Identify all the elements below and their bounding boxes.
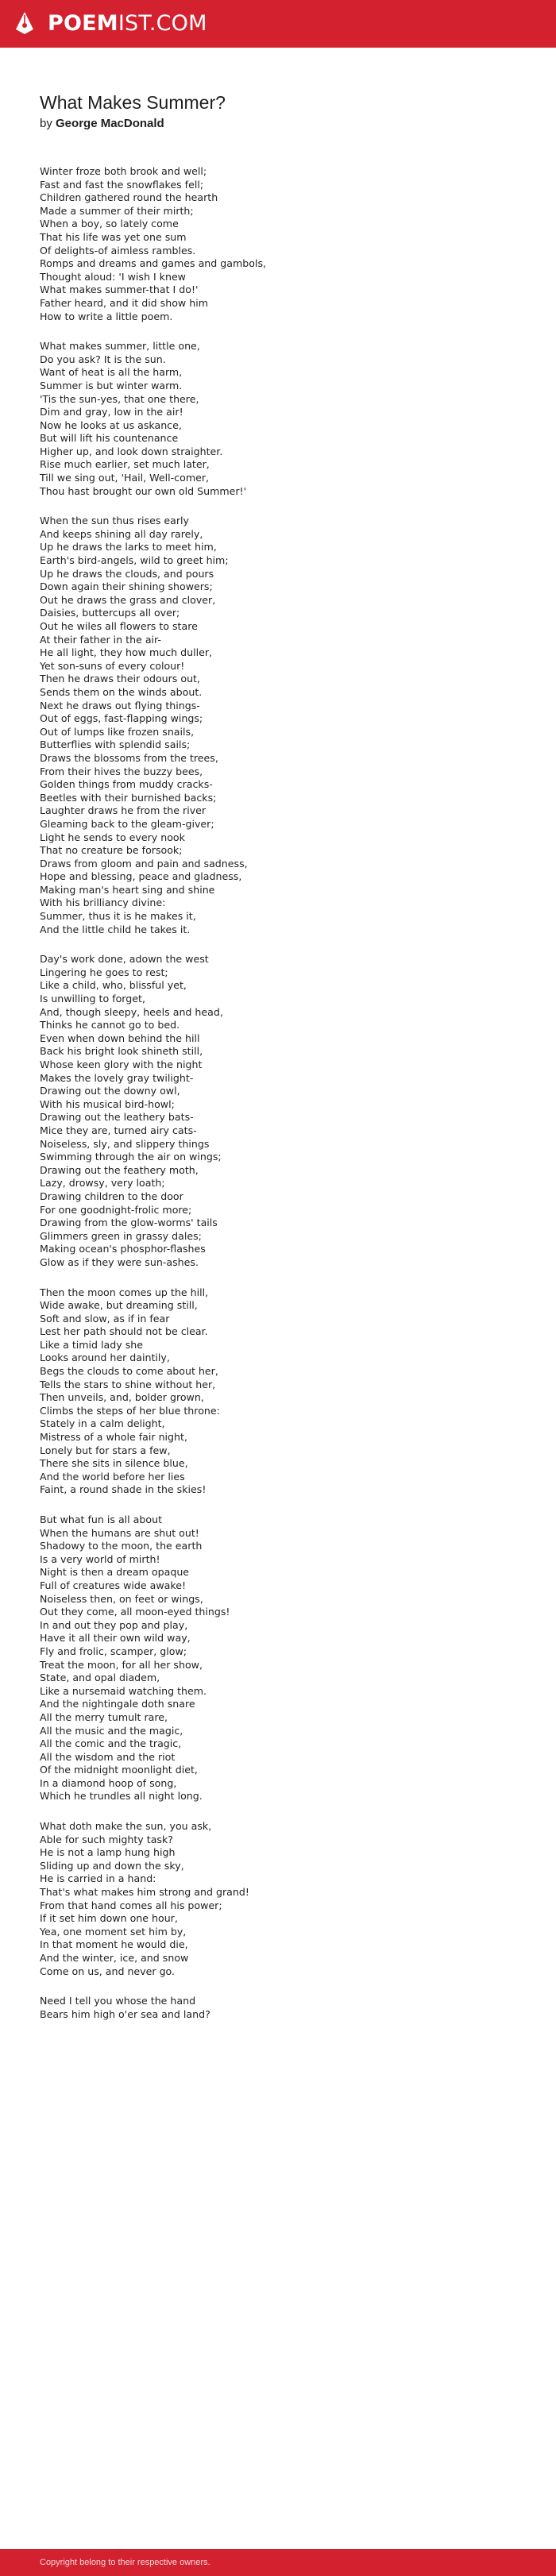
poem-line: And the little child he takes it. [40,923,191,935]
poem-line: Of the midnight moonlight diet, [40,1764,198,1776]
poem-line: Father heard, and it did show him [40,296,208,309]
poem-line: In and out they pop and play, [40,1618,188,1631]
poem-line: Come on us, and never go. [40,1965,176,1977]
poem-line: Mice they are, turned airy cats- [40,1124,197,1136]
poem-line: Stately in a calm delight, [40,1417,165,1430]
poem-line: Drawing children to the door [40,1190,183,1202]
poem-line: From their hives the buzzy bees, [40,765,203,777]
poem-line: Noiseless then, on feet or wings, [40,1592,203,1605]
poem-line: Shadowy to the moon, the earth [40,1540,203,1552]
poem-line: Thought aloud: 'I wish I knew [40,270,186,283]
poem-line: Which he trundles all night long. [40,1790,203,1803]
poem-line: 'Tis the sun-yes, that one there, [40,392,199,405]
poem-line: But what fun is all about [40,1514,163,1525]
poem-line: Daisies, buttercups all over; [40,607,180,619]
poem-line: He is not a lamp hung high [40,1846,176,1859]
poem-line: Made a summer of their mirth; [40,204,194,217]
poem-line: Glow as if they were sun-ashes. [40,1255,199,1268]
poem-line: Swimming through the air on wings; [40,1151,222,1163]
poem-line: That his life was yet one sum [40,230,187,243]
poem-line: Beetles with their burnished backs; [40,791,217,804]
poem-line: And the world before her lies [40,1470,185,1483]
poem-line: Thinks he cannot go to bed. [40,1019,180,1032]
poem-line: Draws from gloom and pain and sadness, [40,857,248,870]
poem-line: Drawing out the leathery bats- [40,1111,194,1124]
poem-line: All the comic and the tragic, [40,1737,182,1750]
poem-line: Night is then a dream opaque [40,1566,190,1579]
poem-line: If it set him down one hour, [40,1912,178,1925]
author-name: George MacDonald [56,117,164,130]
poem-line: Up he draws the larks to meet him, [40,541,217,553]
stanza [40,1286,516,1498]
poem-line: Wide awake, but dreaming still, [40,1299,198,1312]
poem-line: Climbs the steps of her blue throne: [40,1404,220,1417]
poem-line: Out he draws the grass and clover, [40,593,216,606]
poem-line: Children gathered round the hearth [40,191,218,204]
poem-line: Summer is but winter warm. [40,379,183,391]
poem-line: Out they come, all moon-eyed things! [40,1606,230,1618]
poem-line: Draws the blossoms from the trees, [40,751,218,764]
stanza [40,165,516,323]
poem-line: Looks around her daintily, [40,1352,170,1364]
poem-line: Butterflies with splendid sails; [40,738,191,751]
poem-line: Makes the lovely gray twilight- [40,1071,194,1084]
poem-line: And the winter, ice, and snow [40,1952,189,1964]
poem-line: In a diamond hoop of song, [40,1776,177,1789]
poem-line: With his musical bird-howl; [40,1097,175,1110]
poem-line: Rise much earlier, set much later, [40,458,210,471]
site-footer [0,2549,556,2576]
poem-line: From that hand comes all his power; [40,1899,222,1911]
poem-line: Do you ask? It is the sun. [40,353,166,365]
poem-line: When the humans are shut out! [40,1526,199,1539]
poem-line: Need I tell you whose the hand [40,1995,196,2007]
poem-line: Romps and dreams and games and gambols, [40,257,267,270]
poem-line: Drawing out the downy owl, [40,1085,180,1097]
poem-line: Light he sends to every nook [40,831,185,843]
poem-line: Even when down behind the hill [40,1032,200,1044]
poem-line: Summer, thus it is he makes it, [40,910,196,923]
poem-line: Laughter draws he from the river [40,804,207,817]
poem-line: Out of eggs, fast-flapping wings; [40,712,203,725]
poem-line: Next he draws out flying things- [40,699,200,711]
poem-line: Up he draws the clouds, and pours [40,567,214,580]
poem-line: State, and opal diadem, [40,1672,160,1684]
poem-line: But will lift his countenance [40,432,179,445]
poem-line: Making man's heart sing and shine [40,883,215,896]
poem-line: Till we sing out, 'Hail, Well-comer, [40,472,210,484]
stanza [40,515,516,936]
poem-line: When a boy, so lately come [40,218,179,230]
poem-line: Winter froze both brook and well; [40,165,207,177]
stanza [40,1820,516,1978]
poem-line: Thou hast brought our own old Summer!' [40,484,247,497]
byline [40,116,516,132]
site-header [0,0,556,48]
poem-line: Like a timid lady she [40,1338,143,1351]
logo-light-text: IST.COM [118,11,207,36]
stanza [40,953,516,1269]
poem-line: Want of heat is all the harm, [40,366,183,379]
poem-title: What Makes Summer? [40,92,226,113]
poem-line: Golden things from muddy cracks- [40,778,213,791]
poem-line: Bears him high o'er sea and land? [40,2007,210,2020]
poem-line: He all light, they how much duller, [40,646,213,659]
stanza [40,340,516,498]
poem-body [40,165,516,2021]
poem-line: Out of lumps like frozen snails, [40,725,195,738]
poem-line: Fly and frolic, scamper, glow; [40,1645,187,1657]
poem-line: Like a child, who, blissful yet, [40,979,187,992]
poem-content [40,91,516,2038]
poem-line: Now he looks at us askance, [40,418,182,431]
poem-line: Able for such mighty task? [40,1833,173,1845]
poem-line: How to write a little poem. [40,310,173,322]
poem-line: Lingering he goes to rest; [40,966,168,978]
poem-line: Mistress of a whole fair night, [40,1431,187,1444]
poem-line: Yea, one moment set him by, [40,1925,187,1938]
poem-line: Lest her path should not be clear. [40,1325,208,1338]
poem-line: Dim and gray, low in the air! [40,406,183,418]
poem-line: In that moment he would die, [40,1938,188,1951]
poem-line: Out he wiles all flowers to stare [40,620,198,632]
poem-line: Hope and blessing, peace and gladness, [40,870,242,883]
poem-line: Making ocean's phosphor-flashes [40,1243,206,1255]
pen-nib-icon[interactable] [16,12,33,34]
poem-line: With his brilliancy divine: [40,897,166,909]
poem-line: Sliding up and down the sky, [40,1859,184,1872]
poem-line: Lazy, drowsy, very loath; [40,1177,165,1190]
poem-line: All the merry tumult rare, [40,1710,168,1723]
poem-line: Soft and slow, as if in fear [40,1312,170,1325]
poem-line: Drawing out the feathery moth, [40,1163,199,1176]
poem-line: Then the moon comes up the hill, [40,1286,209,1298]
poem-line: Faint, a round shade in the skies! [40,1483,207,1496]
stanza [40,1995,516,2021]
poem-line: Higher up, and look down straighter. [40,445,223,457]
poem-line: Noiseless, sly, and slippery things [40,1137,210,1150]
poem-line: When the sun thus rises early [40,515,189,527]
poem-line: Sends them on the winds about. [40,685,203,698]
poem-line: And the nightingale doth snare [40,1698,195,1710]
poem-line: Earth's bird-angels, wild to greet him; [40,554,229,567]
poem-line: Back his bright look shineth still, [40,1045,203,1058]
poem-line: Of delights-of aimless rambles. [40,244,196,256]
poem-line: Then unveils, and, bolder grown, [40,1391,204,1404]
poem-line: Like a nursemaid watching them. [40,1684,207,1697]
poem-line: All the music and the magic, [40,1724,183,1737]
poem-line: And keeps shining all day rarely, [40,527,203,540]
poem-line: Glimmers green in grassy dales; [40,1229,202,1242]
poem-line: Whose keen glory with the night [40,1059,203,1070]
poem-line: Day's work done, adown the west [40,953,209,966]
stanza [40,1514,516,1803]
copyright-notice: Copyright belong to their respective owners. [40,2558,210,2567]
poem-line: Treat the moon, for all her show, [40,1658,203,1671]
poem-line: Have it all their own wild way, [40,1632,191,1645]
poem-line: What makes summer, little one, [40,340,200,353]
poem-line: What makes summer-that I do!' [40,283,199,296]
poem-line: Gleaming back to the gleam-giver; [40,817,214,830]
poem-line: That's what makes him strong and grand! [40,1886,249,1899]
poem-line: Tells the stars to shine without her, [40,1378,216,1390]
poem-line: What doth make the sun, you ask, [40,1820,212,1833]
poem-line: Down again their shining showers; [40,580,213,593]
poem-line: Yet son-suns of every colour! [40,659,185,672]
poem-line: At their father in the air- [40,633,161,646]
poem-line: That no creature be forsook; [40,844,183,857]
site-logo[interactable] [48,10,207,37]
poem-line: Drawing from the glow-worms' tails [40,1217,218,1229]
poem-line: For one goodnight-frolic more; [40,1203,192,1216]
poem-line: Is unwilling to forget, [40,993,145,1005]
poem-line: Fast and fast the snowflakes fell; [40,178,204,191]
poem-line: All the wisdom and the riot [40,1750,176,1763]
poem-line: And, though sleepy, heels and head, [40,1005,223,1018]
poem-line: Lonely but for stars a few, [40,1444,171,1456]
logo-bold-text: POEM [48,11,118,36]
poem-line: Full of creatures wide awake! [40,1579,187,1591]
poem-line: Then he draws their odours out, [40,673,200,685]
poem-line: Begs the clouds to come about her, [40,1365,218,1378]
poem-line: He is carried in a hand: [40,1872,156,1885]
poem-line: There she sits in silence blue, [40,1457,188,1470]
byline-prefix: by [40,117,52,130]
poem-line: Is a very world of mirth! [40,1552,160,1565]
